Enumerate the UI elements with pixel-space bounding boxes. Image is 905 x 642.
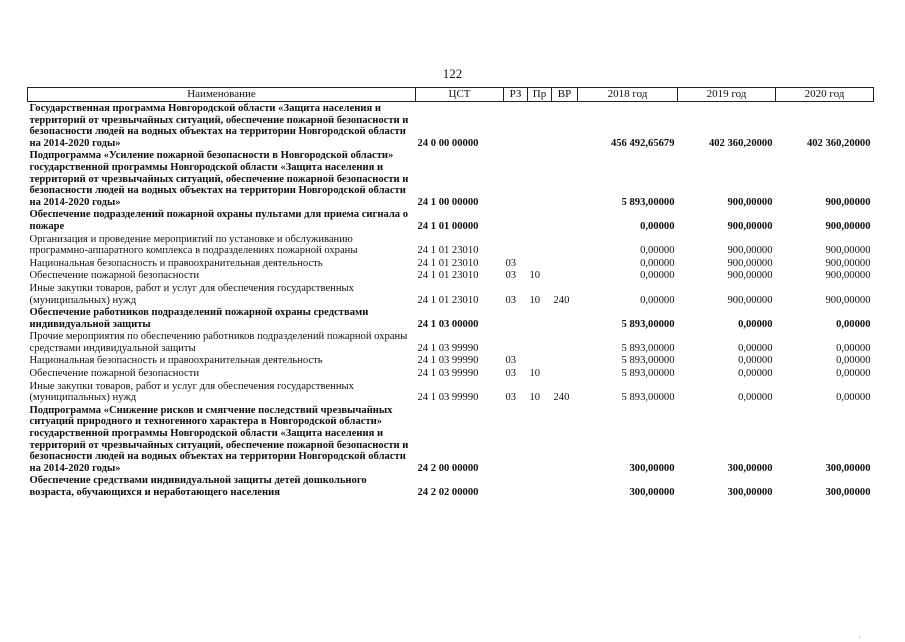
- row-name-cell: Иные закупки товаров, работ и услуг для обеспечения государственных (муниципальных) нужд: [29, 282, 354, 306]
- row-pr-cell: [528, 208, 552, 232]
- row-2020-cell: 900,00000: [825, 294, 871, 306]
- row-2020-cell: 0,00000: [836, 355, 871, 367]
- row-2020-cell: 900,00000: [825, 220, 871, 232]
- row-2018-cell: 5 893,00000: [621, 342, 675, 354]
- row-vr-cell: [552, 306, 578, 330]
- row-pr-cell: [528, 474, 552, 498]
- row-pr-cell: 10: [529, 270, 541, 282]
- budget-table: [27, 87, 874, 499]
- row-2020-cell: 900,00000: [825, 245, 871, 257]
- table-row: [28, 102, 874, 150]
- row-2018-cell: 0,00000: [640, 245, 675, 257]
- row-2019-cell: 0,00000: [738, 368, 773, 380]
- row-2018-cell: 0,00000: [640, 294, 675, 306]
- row-vr-cell: [552, 257, 578, 270]
- row-cst-cell: 24 1 03 99990: [417, 355, 479, 367]
- row-2018-cell: 5 893,00000: [621, 318, 675, 330]
- row-rz-cell: 03: [505, 368, 517, 380]
- row-vr-cell: 240: [553, 294, 570, 306]
- row-2020-cell: 0,00000: [836, 342, 871, 354]
- row-rz-cell: [504, 306, 528, 330]
- header-pr: Пр: [528, 88, 552, 102]
- row-cst-cell: 24 1 03 00000: [417, 318, 479, 330]
- row-pr-cell: [528, 306, 552, 330]
- row-2020-cell: 900,00000: [825, 257, 871, 269]
- row-2020-cell: 900,00000: [825, 196, 871, 208]
- row-2018-cell: 5 893,00000: [621, 368, 675, 380]
- row-pr-cell: 10: [529, 294, 541, 306]
- row-2019-cell: 0,00000: [738, 318, 773, 330]
- row-rz-cell: 03: [505, 355, 517, 367]
- row-vr-cell: [552, 404, 578, 475]
- header-cst: ЦСТ: [416, 88, 504, 102]
- row-2018-cell: 5 893,00000: [621, 392, 675, 404]
- row-2019-cell: 900,00000: [727, 257, 773, 269]
- table-row: [28, 404, 874, 475]
- row-vr-cell: [552, 149, 578, 208]
- row-cst-cell: 24 1 03 99990: [417, 392, 479, 404]
- row-2020-cell: 402 360,20000: [806, 137, 871, 149]
- row-2019-cell: 0,00000: [738, 355, 773, 367]
- row-2018-cell: 300,00000: [629, 462, 675, 474]
- row-vr-cell: [552, 208, 578, 232]
- row-name-cell: Организация и проведение мероприятий по установке и обслуживанию программно-аппаратного комплекса в подразделениях пожарной охраны: [29, 233, 358, 257]
- row-2020-cell: 0,00000: [836, 368, 871, 380]
- row-2019-cell: 900,00000: [727, 196, 773, 208]
- row-vr-cell: [552, 367, 578, 380]
- row-name-cell: Обеспечение пожарной безопасности: [29, 368, 200, 380]
- table-row: [28, 367, 874, 380]
- row-vr-cell: [552, 269, 578, 282]
- row-2019-cell: 900,00000: [727, 270, 773, 282]
- row-pr-cell: 10: [529, 368, 541, 380]
- row-2019-cell: 300,00000: [727, 487, 773, 498]
- row-cst-cell: 24 1 03 99990: [417, 342, 479, 354]
- row-pr-cell: [528, 404, 552, 475]
- row-pr-cell: 10: [529, 392, 541, 404]
- header-2018: 2018 год: [578, 88, 678, 102]
- row-cst-cell: 24 1 01 23010: [417, 245, 479, 257]
- row-vr-cell: 240: [553, 392, 570, 404]
- row-2020-cell: 900,00000: [825, 270, 871, 282]
- row-pr-cell: [528, 102, 552, 150]
- row-rz-cell: [504, 149, 528, 208]
- row-rz-cell: 03: [505, 257, 517, 269]
- row-vr-cell: [552, 354, 578, 367]
- row-rz-cell: [504, 330, 528, 354]
- row-2020-cell: 0,00000: [836, 318, 871, 330]
- row-vr-cell: [552, 474, 578, 498]
- row-rz-cell: 03: [505, 294, 517, 306]
- row-2019-cell: 0,00000: [738, 342, 773, 354]
- scan-speck: ·: [858, 632, 861, 642]
- row-pr-cell: [528, 233, 552, 257]
- header-vr: ВР: [552, 88, 578, 102]
- row-cst-cell: 24 0 00 00000: [417, 137, 479, 149]
- table-row: [28, 354, 874, 367]
- row-2019-cell: 900,00000: [727, 294, 773, 306]
- row-cst-cell: 24 1 01 23010: [417, 294, 479, 306]
- row-name-cell: Обеспечение работников подразделений пожарной охраны средствами индивидуальной защиты: [29, 307, 369, 330]
- row-cst-cell: 24 1 01 23010: [417, 257, 479, 269]
- table-row: [28, 208, 874, 232]
- row-vr-cell: [552, 233, 578, 257]
- row-rz-cell: [504, 102, 528, 150]
- row-2018-cell: 0,00000: [640, 257, 675, 269]
- header-2020: 2020 год: [776, 88, 874, 102]
- row-2018-cell: 0,00000: [640, 270, 675, 282]
- row-vr-cell: [552, 102, 578, 150]
- row-cst-cell: 24 2 02 00000: [417, 487, 479, 498]
- row-2018-cell: 300,00000: [629, 487, 675, 498]
- row-pr-cell: [528, 257, 552, 270]
- row-cst-cell: 24 1 03 99990: [417, 368, 479, 380]
- row-2019-cell: 402 360,20000: [708, 137, 773, 149]
- row-name-cell: Обеспечение подразделений пожарной охраны пультами для приема сигнала о пожаре: [29, 209, 409, 232]
- row-vr-cell: [552, 330, 578, 354]
- row-2019-cell: 300,00000: [727, 462, 773, 474]
- header-name: Наименование: [28, 88, 416, 102]
- row-cst-cell: 24 1 01 23010: [417, 270, 479, 282]
- row-pr-cell: [528, 354, 552, 367]
- table-row: [28, 257, 874, 270]
- table-row: [28, 282, 874, 306]
- row-rz-cell: 03: [505, 392, 517, 404]
- row-name-cell: Национальная безопасность и правоохранительная деятельность: [29, 355, 323, 367]
- row-2018-cell: 0,00000: [640, 220, 675, 232]
- row-2020-cell: 300,00000: [825, 487, 871, 498]
- page-number: 122: [442, 66, 463, 81]
- header-rz: РЗ: [504, 88, 528, 102]
- row-cst-cell: 24 1 00 00000: [417, 196, 479, 208]
- row-name-cell: Прочие мероприятия по обеспечению работников подразделений пожарной охраны средствами индивидуальной защиты: [29, 331, 408, 354]
- row-2018-cell: 5 893,00000: [621, 355, 675, 367]
- row-2018-cell: 5 893,00000: [621, 196, 675, 208]
- row-name-cell: Национальная безопасность и правоохранительная деятельность: [29, 257, 323, 269]
- row-name-cell: Обеспечение средствами индивидуальной защиты детей дошкольного возраста, обучающихся и неработающего населения: [29, 475, 367, 498]
- table-header-row: [28, 88, 874, 102]
- header-2019: 2019 год: [678, 88, 776, 102]
- row-rz-cell: [504, 233, 528, 257]
- row-name-cell: Иные закупки товаров, работ и услуг для обеспечения государственных (муниципальных) нужд: [29, 380, 354, 404]
- row-rz-cell: 03: [505, 270, 517, 282]
- table-row: [28, 269, 874, 282]
- table-row: [28, 474, 874, 498]
- row-rz-cell: [504, 208, 528, 232]
- row-2019-cell: 900,00000: [727, 220, 773, 232]
- row-2018-cell: 456 492,65679: [610, 137, 675, 149]
- row-cst-cell: 24 2 00 00000: [417, 462, 479, 474]
- row-name-cell: Обеспечение пожарной безопасности: [29, 270, 200, 282]
- row-name-cell: Подпрограмма «Усиление пожарной безопасности в Новгородской области» государственной программы Новгородской области «Защита населения и территорий от чрезвычайных ситуаций, обеспечение пожарной безопасности и безопасности людей на водных объектах на территории Новгородской области на 2014-2020 годы»: [29, 150, 409, 208]
- row-rz-cell: [504, 404, 528, 475]
- row-pr-cell: [528, 149, 552, 208]
- table-row: [28, 380, 874, 404]
- row-2019-cell: 0,00000: [738, 392, 773, 404]
- table-row: [28, 330, 874, 354]
- row-rz-cell: [504, 474, 528, 498]
- row-2020-cell: 0,00000: [836, 392, 871, 404]
- table-row: [28, 306, 874, 330]
- row-name-cell: Подпрограмма «Снижение рисков и смягчение последствий чрезвычайных ситуаций природного и техногенного характера в Новгородской области» государственной программы Новгородской области «Защита населения и территорий от чрезвычайных ситуаций, обеспечение пожарной безопасности и безопасности людей на водных объектах на территории Новгородской области на 2014-2020 годы»: [29, 404, 409, 474]
- table-row: [28, 149, 874, 208]
- row-name-cell: Государственная программа Новгородской области «Защита населения и территорий от чрезвычайных ситуаций, обеспечение пожарной безопасности и безопасности людей на водных объектах на территории Новгородской области на 2014-2020 годы»: [29, 103, 409, 149]
- row-2019-cell: 900,00000: [727, 245, 773, 257]
- row-pr-cell: [528, 330, 552, 354]
- row-2020-cell: 300,00000: [825, 462, 871, 474]
- table-row: [28, 233, 874, 257]
- row-cst-cell: 24 1 01 00000: [417, 220, 479, 232]
